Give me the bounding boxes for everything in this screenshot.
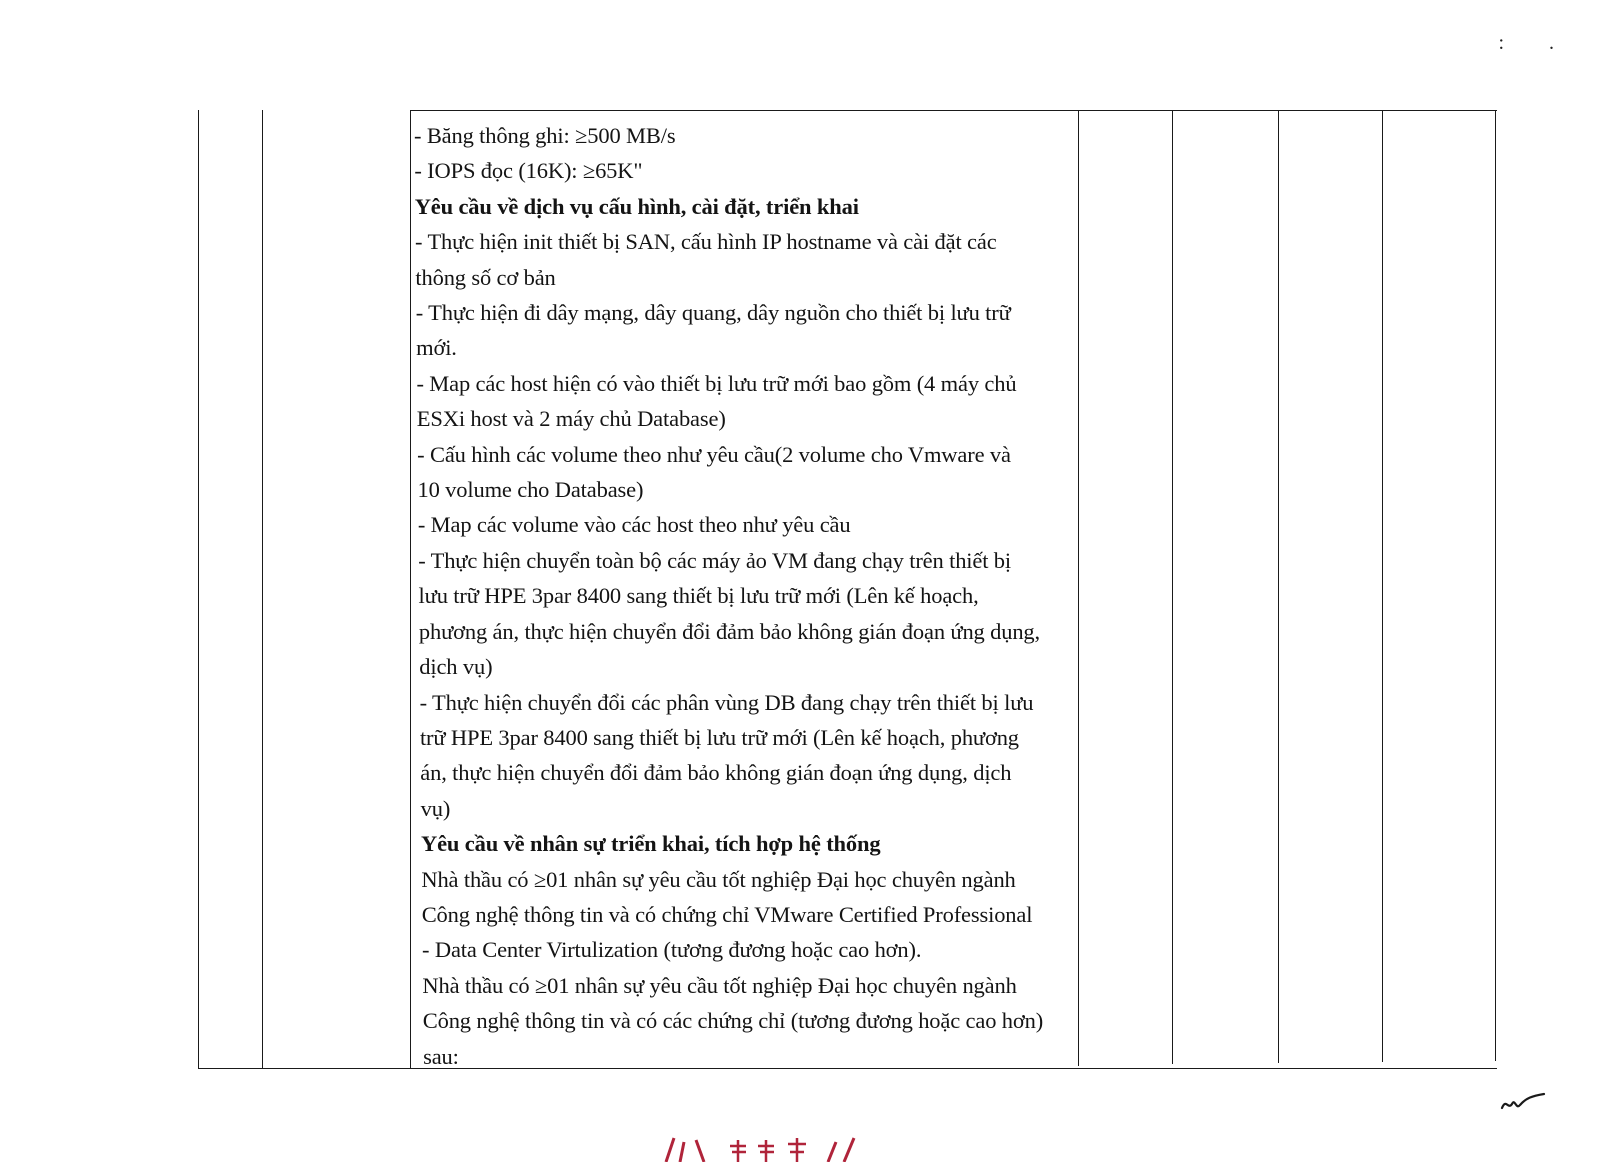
spec-line: - Thực hiện chuyển toàn bộ các máy ảo VM đang chạy trên thiết bị <box>418 547 1012 573</box>
section-heading: Yêu cầu về nhân sự triển khai, tích hợp hệ thống <box>421 831 881 857</box>
spec-line: 10 volume cho Database) <box>417 477 644 503</box>
spec-line: ESXi host và 2 máy chủ Database) <box>416 406 726 432</box>
spec-line: thông số cơ bản <box>415 264 556 290</box>
spec-line: phương án, thực hiện chuyển đổi đảm bảo không gián đoạn ứng dụng, <box>418 618 1041 644</box>
table-top-rule <box>410 110 1497 111</box>
spec-line: sau: <box>423 1043 459 1069</box>
spec-line: Nhà thầu có ≥01 nhân sự yêu cầu tốt nghiệp Đại học chuyên ngành <box>421 866 1016 892</box>
handwritten-initials <box>1498 1086 1558 1116</box>
spec-line: - Băng thông ghi: ≥500 MB/s <box>414 123 676 148</box>
spec-line: mới. <box>416 335 457 361</box>
red-seal-stamp <box>660 1132 870 1162</box>
spec-line: - Thực hiện init thiết bị SAN, cấu hình IP hostname và cài đặt các <box>415 229 997 255</box>
spec-line: Công nghệ thông tin và có các chứng chỉ (tương đương hoặc cao hơn) <box>422 1008 1044 1034</box>
spec-line: - IOPS đọc (16K): ≥65K" <box>414 158 643 184</box>
table-border-left <box>198 110 199 1068</box>
spec-line: Công nghệ thông tin và có chứng chỉ VMware Certified Professional <box>421 901 1033 927</box>
spec-line: - Data Center Virtulization (tương đương hoặc cao hơn). <box>422 937 922 963</box>
column-divider-3 <box>1078 110 1079 1066</box>
requirements-table <box>198 110 1500 1080</box>
spec-line: - Thực hiện chuyển đổi các phân vùng DB đang chạy trên thiết bị lưu <box>419 689 1034 715</box>
specification-cell <box>414 118 1074 1074</box>
column-divider-2 <box>410 110 411 1068</box>
column-divider-4 <box>1172 110 1173 1064</box>
column-divider-5 <box>1278 110 1279 1063</box>
table-border-right <box>1495 110 1496 1061</box>
spec-line: - Map các host hiện có vào thiết bị lưu trữ mới bao gồm (4 máy chủ <box>416 370 1017 396</box>
spec-line: vụ) <box>420 795 451 821</box>
spec-line: Nhà thầu có ≥01 nhân sự yêu cầu tốt nghiệp Đại học chuyên ngành <box>422 972 1017 998</box>
column-divider-1 <box>262 110 263 1068</box>
spec-line: - Cấu hình các volume theo như yêu cầu(2 volume cho Vmware và <box>417 441 1011 467</box>
scan-corner-marks: : . <box>1498 32 1574 54</box>
spec-line: lưu trữ HPE 3par 8400 sang thiết bị lưu trữ mới (Lên kế hoạch, <box>418 583 979 609</box>
spec-line: dịch vụ) <box>419 654 493 680</box>
spec-line: án, thực hiện chuyển đổi đảm bảo không gián đoạn ứng dụng, dịch <box>420 760 1012 786</box>
section-heading: Yêu cầu về dịch vụ cấu hình, cài đặt, triển khai <box>414 193 859 219</box>
spec-line: trữ HPE 3par 8400 sang thiết bị lưu trữ mới (Lên kế hoạch, phương <box>419 724 1019 750</box>
column-divider-6 <box>1382 110 1383 1062</box>
spec-line: - Thực hiện đi dây mạng, dây quang, dây nguồn cho thiết bị lưu trữ <box>415 300 1011 326</box>
spec-line: - Map các volume vào các host theo như yêu cầu <box>417 512 851 538</box>
